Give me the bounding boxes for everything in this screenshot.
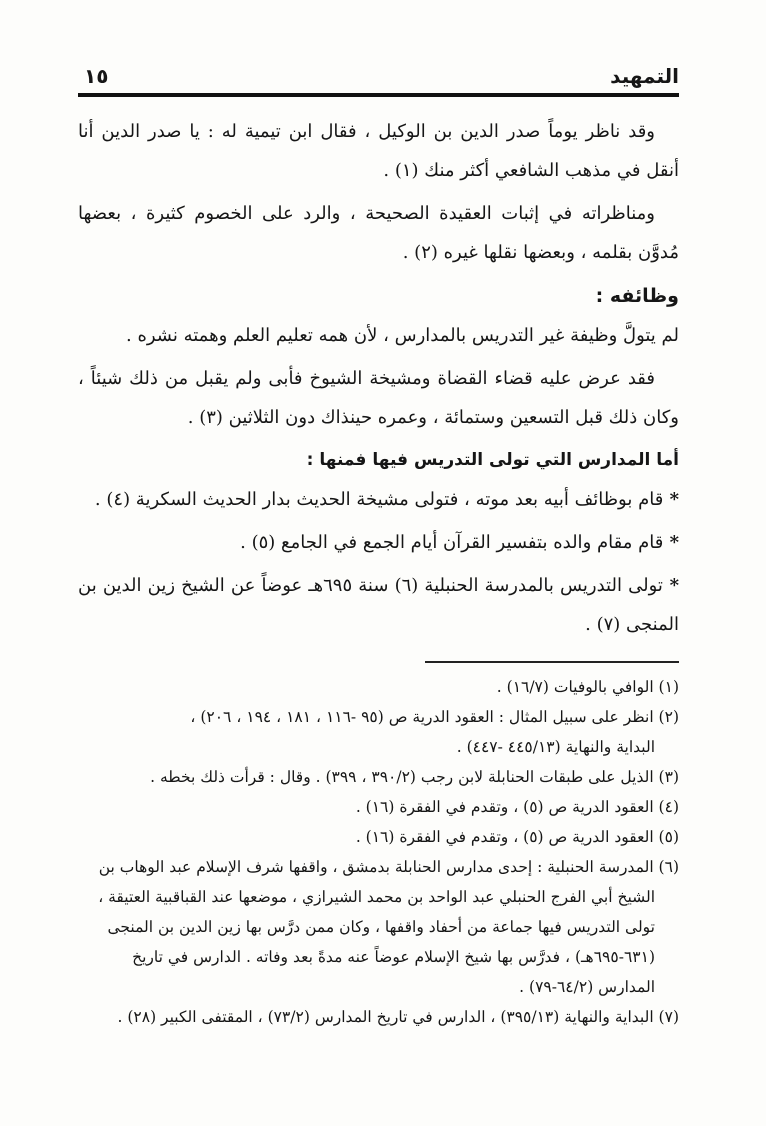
footnote-4: (٤) العقود الدرية ص (٥) ، وتقدم في الفقرة (١٦) . — [355, 798, 679, 816]
footnote-6-continued: الشيخ أبي الفرج الحنبلي عبد الواحد بن محمد الشيرازي ، موضعها عند القباقبية العتيقة ، — [98, 888, 655, 906]
footnote-3: (٣) الذيل على طبقات الحنابلة لابن رجب (٣٩٠/٢ ، ٣٩٩) . وقال : قرأت ذلك بخطه . — [150, 768, 679, 786]
footnote-6-continued: (٦٣١-٦٩٥هـ) ، فدرَّس بها شيخ الإسلام عوضاً عنه مدةً بعد وفاته . الدارس في تاريخ — [132, 948, 655, 966]
running-header — [78, 58, 679, 92]
bullet-item: * قام مقام والده بتفسير القرآن أيام الجمع في الجامع (٥) . — [78, 523, 679, 562]
footnote-2: (٢) انظر على سبيل المثال : العقود الدرية ص (٩٥ -١١٦ ، ١٨١ ، ١٩٤ ، ٢٠٦) ، — [190, 708, 679, 726]
footnotes — [78, 672, 679, 1032]
header-rule — [78, 93, 679, 97]
page-number: ١٥ — [84, 64, 109, 88]
heading-duties: وظائفه : — [595, 285, 679, 307]
paragraph-debate: وقد ناظر يوماً صدر الدين بن الوكيل ، فقال ابن تيمية له : يا صدر الدين أنا أنقل في مذهب الشافعي أكثر منك (١) . — [78, 121, 679, 181]
footnote-5: (٥) العقود الدرية ص (٥) ، وتقدم في الفقرة (١٦) . — [355, 828, 679, 846]
paragraph-teaching-only: لم يتولَّ وظيفة غير التدريس بالمدارس ، لأن همه تعليم العلم وهمته نشره . — [126, 325, 679, 346]
footnote-separator — [425, 661, 679, 663]
footnote-7: (٧) البداية والنهاية (٣٩٥/١٣) ، الدارس في تاريخ المدارس (٧٣/٢) ، المقتفى الكبير (٢٨) . — [117, 1008, 679, 1026]
bullet-item: * تولى التدريس بالمدرسة الحنبلية (٦) سنة ٦٩٥هـ عوضاً عن الشيخ زين الدين بن المنجى (٧) . — [78, 566, 679, 644]
bullet-item: * قام بوظائف أبيه بعد موته ، فتولى مشيخة الحديث بدار الحديث السكرية (٤) . — [78, 480, 679, 519]
heading-schools: أما المدارس التي تولى التدريس فيها فمنها : — [306, 450, 679, 470]
chapter-title: التمهيد — [610, 64, 679, 88]
paragraph-refused-judgeship: فقد عرض عليه قضاء القضاة ومشيخة الشيوخ فأبى ولم يقبل من ذلك شيئاً ، وكان ذلك قبل التسعين وستمائة ، وعمره حينذاك دون الثلاثين (٣) . — [78, 368, 679, 428]
footnote-1: (١) الوافي بالوفيات (١٦/٧) . — [496, 678, 679, 696]
footnote-6: (٦) المدرسة الحنبلية : إحدى مدارس الحنابلة بدمشق ، واقفها شرف الإسلام عبد الوهاب بن — [98, 858, 679, 876]
footnote-2-continued: البداية والنهاية (٤٤٥/١٣ -٤٤٧) . — [456, 738, 655, 756]
main-text — [78, 112, 679, 648]
paragraph-debates-record: ومناظراته في إثبات العقيدة الصحيحة ، والرد على الخصوم كثيرة ، بعضها مُدوَّن بقلمه ، وبعضها نقلها غيره (٢) . — [78, 203, 679, 263]
footnote-6-continued: تولى التدريس فيها جماعة من أحفاد واقفها ، وكان ممن درَّس بها زين الدين بن المنجى — [107, 918, 655, 936]
footnote-6-continued: المدارس (٦٤/٢-٧٩) . — [519, 978, 655, 996]
